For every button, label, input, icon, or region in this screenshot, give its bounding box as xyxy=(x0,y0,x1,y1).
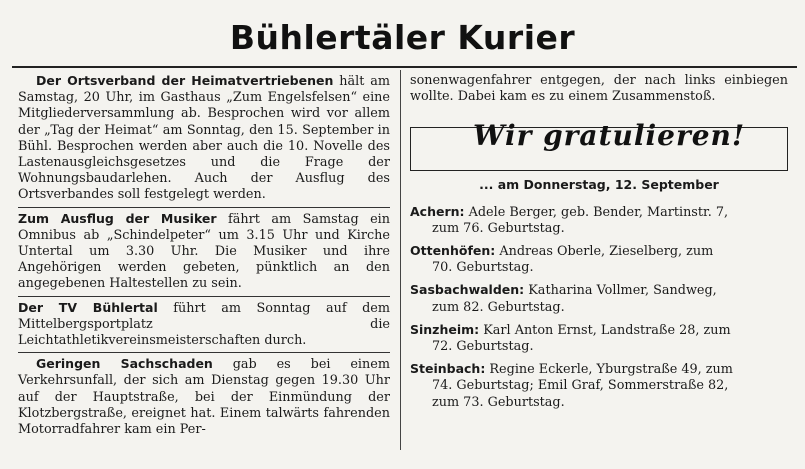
article-separator xyxy=(18,296,390,297)
birthday-entry xyxy=(410,282,788,315)
article-text: hält am Samstag, 20 Uhr, im Gasthaus „Zum Engelsfelsen“ eine Mitgliederversammlung ab. Besprochen wird vor allem der „Tag der Heimat“ am Sonntag, den 15. September in Bühl. Besprochen werden aber auch die 10. Novelle des Lastenausgleichsgesetzes und die Frage der Wohnungsbaudarlehen. Auch der Ausflug des Ortsverbandes soll festgelegt werden. xyxy=(18,74,390,203)
entry-place: Sasbachwalden: xyxy=(410,282,525,298)
birthday-entry xyxy=(410,322,788,355)
entry-place: Achern: xyxy=(410,203,465,219)
article-separator xyxy=(18,207,390,208)
entry-line: 70. Geburtstag. xyxy=(432,260,534,276)
article-continuation: sonenwagenfahrer entgegen, der nach links einbiegen wollte. Dabei kam es zu einem Zusammenstoß. xyxy=(410,73,788,105)
article-musiker xyxy=(18,211,390,293)
entry-place: Sinzheim: xyxy=(410,321,480,337)
entry-line: Andreas Oberle, Zieselberg, zum xyxy=(499,244,714,260)
article-heimatvertriebene xyxy=(18,73,390,204)
right-column xyxy=(410,73,788,417)
article-lead: Der TV Bühlertal xyxy=(18,299,158,315)
entry-place: Ottenhöfen: xyxy=(410,243,496,259)
entry-line: Adele Berger, geb. Bender, Martinstr. 7, xyxy=(468,204,729,220)
entry-line: zum 76. Geburtstag. xyxy=(432,220,565,236)
masthead-rule xyxy=(12,66,797,68)
dateline: ... am Donnerstag, 12. September xyxy=(479,177,719,193)
article-lead: Geringen Sachschaden xyxy=(36,356,213,372)
entry-line: zum 73. Geburtstag. xyxy=(432,394,565,410)
article-lead: Zum Ausflug der Musiker xyxy=(18,210,217,226)
congratulations-box xyxy=(410,119,788,171)
article-tv-buehlertal xyxy=(18,300,390,350)
entry-line: Karl Anton Ernst, Landstraße 28, zum xyxy=(483,322,731,338)
column-divider xyxy=(400,70,401,450)
birthday-entry xyxy=(410,204,788,237)
birthday-entry xyxy=(410,243,788,276)
article-text: gab es bei einem Verkehrsunfall, der sich am Dienstag gegen 19.30 Uhr auf der Hauptstraße, bei der Einmündung der Klotzbergstraße, ereignet hat. Einem talwärts fahrenden Motorradfahrer kam ein Per- xyxy=(18,357,390,438)
entry-line: 72. Geburtstag. xyxy=(432,339,534,355)
left-column xyxy=(18,73,390,438)
article-text: führt am Sonntag auf dem Mittelbergsportplatz die Leichtathletikvereinsmeisterschaften durch. xyxy=(18,300,390,349)
masthead: Bühlertäler Kurier xyxy=(229,18,576,57)
article-lead: Der Ortsverband der Heimatvertriebenen xyxy=(36,73,334,88)
birthday-entry xyxy=(410,361,788,411)
entry-line: zum 82. Geburtstag. xyxy=(432,299,565,315)
congratulations-title: Wir gratulieren! xyxy=(473,119,746,153)
entry-place: Steinbach: xyxy=(410,361,486,377)
article-sachschaden xyxy=(18,356,390,438)
article-separator xyxy=(18,352,390,353)
entry-line: Regine Eckerle, Yburgstraße 49, zum xyxy=(489,362,733,378)
entry-line: 74. Geburtstag; Emil Graf, Sommerstraße 82, xyxy=(432,378,729,394)
article-text: fährt am Samstag ein Omnibus ab „Schindelpeter“ um 3.15 Uhr und Kirche Untertal um 3.30 Uhr. Die Musiker und ihre Angehörigen werden gebeten, pünktlich an den angegebenen Haltestellen zu sein. xyxy=(18,211,390,292)
entry-line: Katharina Vollmer, Sandweg, xyxy=(528,283,717,299)
